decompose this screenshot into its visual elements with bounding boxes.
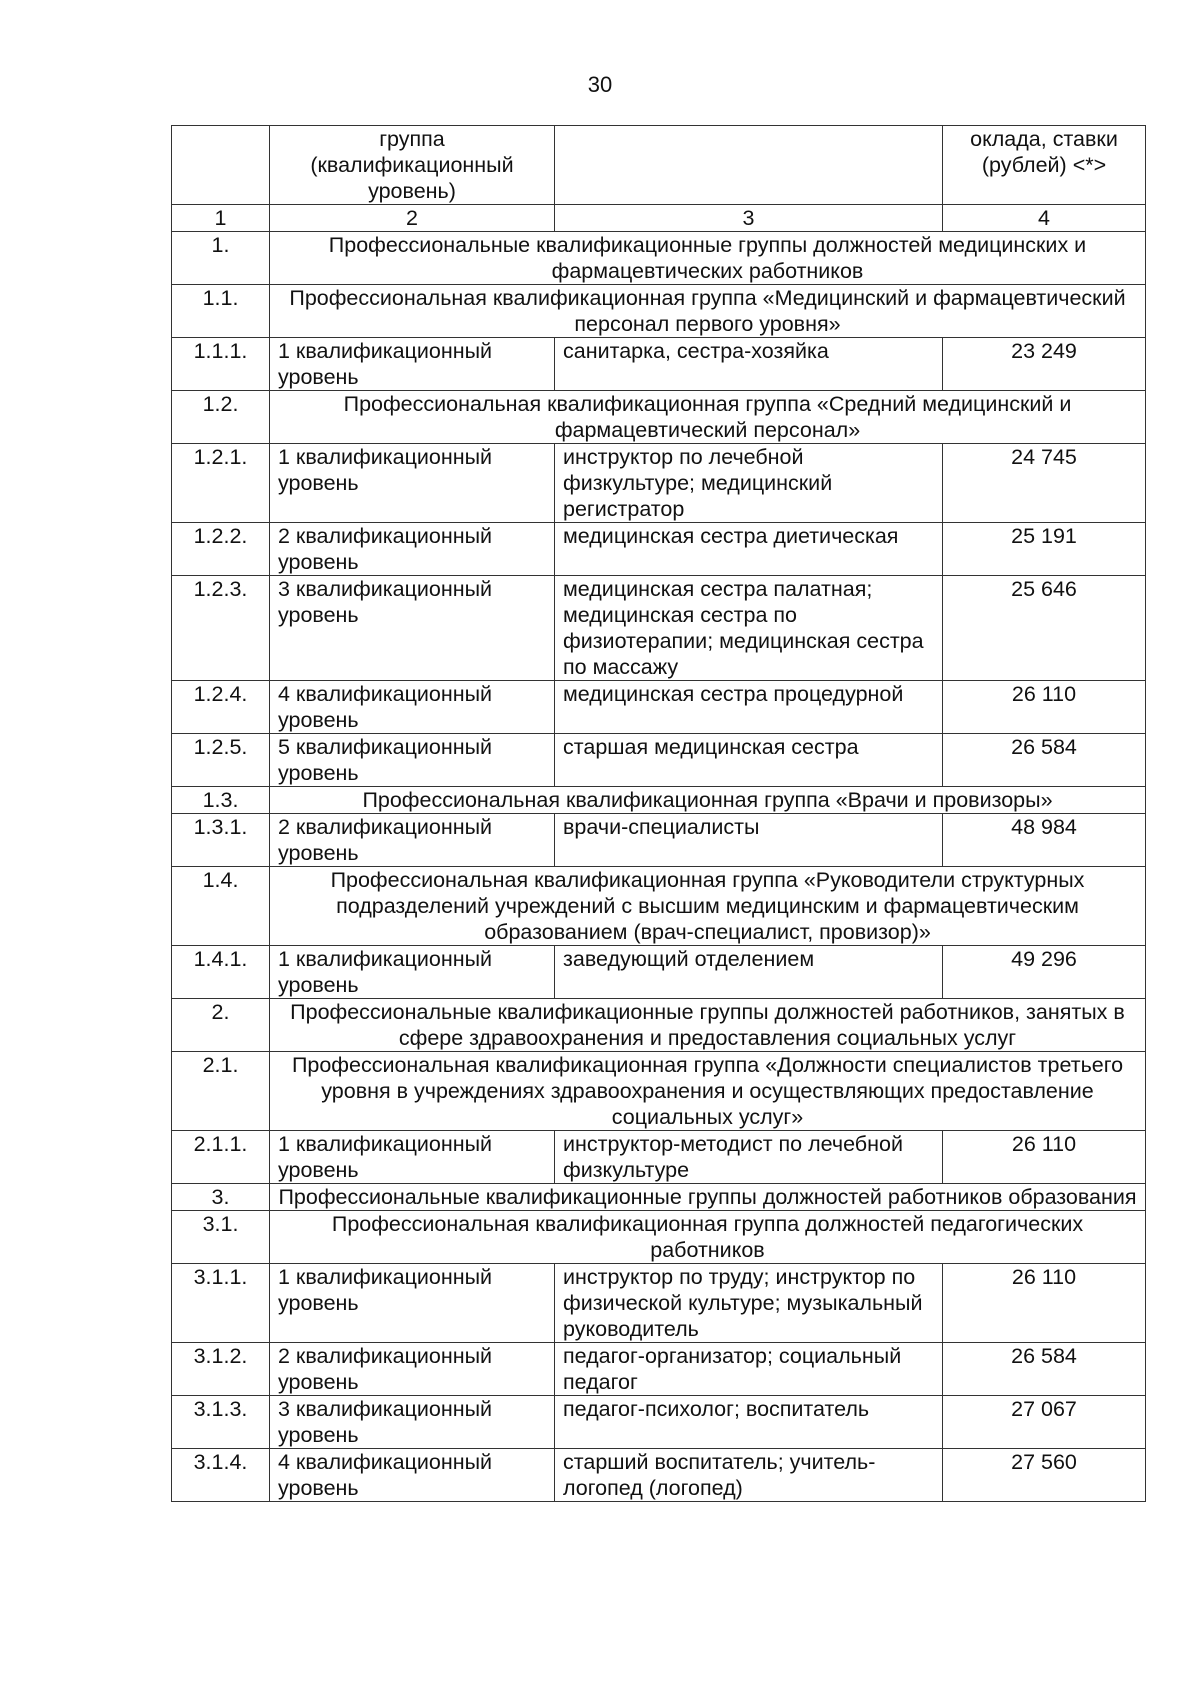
salary-value: 25 191 [943, 523, 1146, 576]
row-number: 3.1.2. [172, 1343, 270, 1396]
row-number: 1.2.2. [172, 523, 270, 576]
qualification-level: 4 квалификационный уровень [270, 681, 555, 734]
table-row [172, 523, 1146, 576]
qualification-level: 1 квалификационный уровень [270, 1264, 555, 1343]
section-row [172, 1211, 1146, 1264]
qualification-level: 3 квалификационный уровень [270, 576, 555, 681]
header-cell-level: группа (квалификационный уровень) [270, 126, 555, 205]
section-title: Профессиональная квалификационная группа «Должности специалистов третьего уровня в учреждениях здравоохранения и осуществляющих предоставление социальных услуг» [270, 1052, 1146, 1131]
row-number: 3.1.3. [172, 1396, 270, 1449]
header-cell-salary: оклада, ставки (рублей) <*> [943, 126, 1146, 205]
row-number: 1.2.5. [172, 734, 270, 787]
row-number: 1.1. [172, 285, 270, 338]
qualification-level: 1 квалификационный уровень [270, 1131, 555, 1184]
section-title: Профессиональная квалификационная группа «Средний медицинский и фармацевтический персонал» [270, 391, 1146, 444]
section-title: Профессиональные квалификационные группы должностей медицинских и фармацевтических работников [270, 232, 1146, 285]
positions: заведующий отделением [555, 946, 943, 999]
section-title: Профессиональная квалификационная группа «Медицинский и фармацевтический персонал первого уровня» [270, 285, 1146, 338]
row-number: 1.2.3. [172, 576, 270, 681]
positions: санитарка, сестра-хозяйка [555, 338, 943, 391]
salary-value: 26 584 [943, 1343, 1146, 1396]
table-row [172, 1343, 1146, 1396]
section-title: Профессиональные квалификационные группы должностей работников, занятых в сфере здравоохранения и предоставления социальных услуг [270, 999, 1146, 1052]
section-title: Профессиональная квалификационная группа «Руководители структурных подразделений учреждений с высшим медицинским и фармацевтическим образованием (врач-специалист, провизор)» [270, 867, 1146, 946]
salary-value: 49 296 [943, 946, 1146, 999]
section-row [172, 1184, 1146, 1211]
section-title: Профессиональные квалификационные группы должностей работников образования [270, 1184, 1146, 1211]
row-number: 2.1.1. [172, 1131, 270, 1184]
positions: педагог-психолог; воспитатель [555, 1396, 943, 1449]
row-number: 1.2.1. [172, 444, 270, 523]
salary-value: 27 560 [943, 1449, 1146, 1502]
salary-value: 26 110 [943, 1264, 1146, 1343]
qualification-level: 2 квалификационный уровень [270, 814, 555, 867]
table-row [172, 1449, 1146, 1502]
table-row [172, 338, 1146, 391]
section-title: Профессиональная квалификационная группа должностей педагогических работников [270, 1211, 1146, 1264]
page-number: 30 [587, 72, 613, 97]
section-row [172, 1052, 1146, 1131]
column-number: 2 [270, 205, 555, 232]
section-title: Профессиональная квалификационная группа «Врачи и провизоры» [270, 787, 1146, 814]
column-numbers-row [172, 205, 1146, 232]
section-row [172, 391, 1146, 444]
positions: медицинская сестра диетическая [555, 523, 943, 576]
positions: инструктор-методист по лечебной физкультуре [555, 1131, 943, 1184]
table-row [172, 444, 1146, 523]
column-number: 1 [172, 205, 270, 232]
positions: медицинская сестра палатная; медицинская сестра по физиотерапии; медицинская сестра по массажу [555, 576, 943, 681]
positions: старшая медицинская сестра [555, 734, 943, 787]
section-row [172, 285, 1146, 338]
section-row [172, 999, 1146, 1052]
row-number: 1.3. [172, 787, 270, 814]
row-number: 1.3.1. [172, 814, 270, 867]
row-number: 3.1.1. [172, 1264, 270, 1343]
qualification-level: 2 квалификационный уровень [270, 523, 555, 576]
salary-value: 48 984 [943, 814, 1146, 867]
row-number: 2.1. [172, 1052, 270, 1131]
table-row [172, 1264, 1146, 1343]
salary-table-body [172, 126, 1146, 1502]
section-row [172, 867, 1146, 946]
table-row [172, 1396, 1146, 1449]
row-number: 1. [172, 232, 270, 285]
positions: педагог-организатор; социальный педагог [555, 1343, 943, 1396]
row-number: 1.2.4. [172, 681, 270, 734]
header-cell-number [172, 126, 270, 205]
salary-table [171, 125, 1146, 1502]
positions: инструктор по труду; инструктор по физической культуре; музыкальный руководитель [555, 1264, 943, 1343]
section-row [172, 232, 1146, 285]
row-number: 3.1. [172, 1211, 270, 1264]
qualification-level: 5 квалификационный уровень [270, 734, 555, 787]
salary-value: 23 249 [943, 338, 1146, 391]
section-row [172, 787, 1146, 814]
table-row [172, 576, 1146, 681]
row-number: 2. [172, 999, 270, 1052]
row-number: 3.1.4. [172, 1449, 270, 1502]
positions: старший воспитатель; учитель-логопед (логопед) [555, 1449, 943, 1502]
positions: врачи-специалисты [555, 814, 943, 867]
salary-value: 26 584 [943, 734, 1146, 787]
column-number: 4 [943, 205, 1146, 232]
row-number: 1.4. [172, 867, 270, 946]
row-number: 3. [172, 1184, 270, 1211]
table-row [172, 734, 1146, 787]
row-number: 1.1.1. [172, 338, 270, 391]
qualification-level: 1 квалификационный уровень [270, 444, 555, 523]
positions: медицинская сестра процедурной [555, 681, 943, 734]
row-number: 1.2. [172, 391, 270, 444]
table-row [172, 681, 1146, 734]
salary-value: 27 067 [943, 1396, 1146, 1449]
table-header-row [172, 126, 1146, 205]
salary-value: 26 110 [943, 1131, 1146, 1184]
table-row [172, 1131, 1146, 1184]
qualification-level: 3 квалификационный уровень [270, 1396, 555, 1449]
table-row [172, 814, 1146, 867]
positions: инструктор по лечебной физкультуре; медицинский регистратор [555, 444, 943, 523]
row-number: 1.4.1. [172, 946, 270, 999]
header-cell-positions [555, 126, 943, 205]
qualification-level: 4 квалификационный уровень [270, 1449, 555, 1502]
column-number: 3 [555, 205, 943, 232]
salary-value: 25 646 [943, 576, 1146, 681]
salary-value: 26 110 [943, 681, 1146, 734]
qualification-level: 2 квалификационный уровень [270, 1343, 555, 1396]
salary-value: 24 745 [943, 444, 1146, 523]
table-row [172, 946, 1146, 999]
qualification-level: 1 квалификационный уровень [270, 946, 555, 999]
qualification-level: 1 квалификационный уровень [270, 338, 555, 391]
